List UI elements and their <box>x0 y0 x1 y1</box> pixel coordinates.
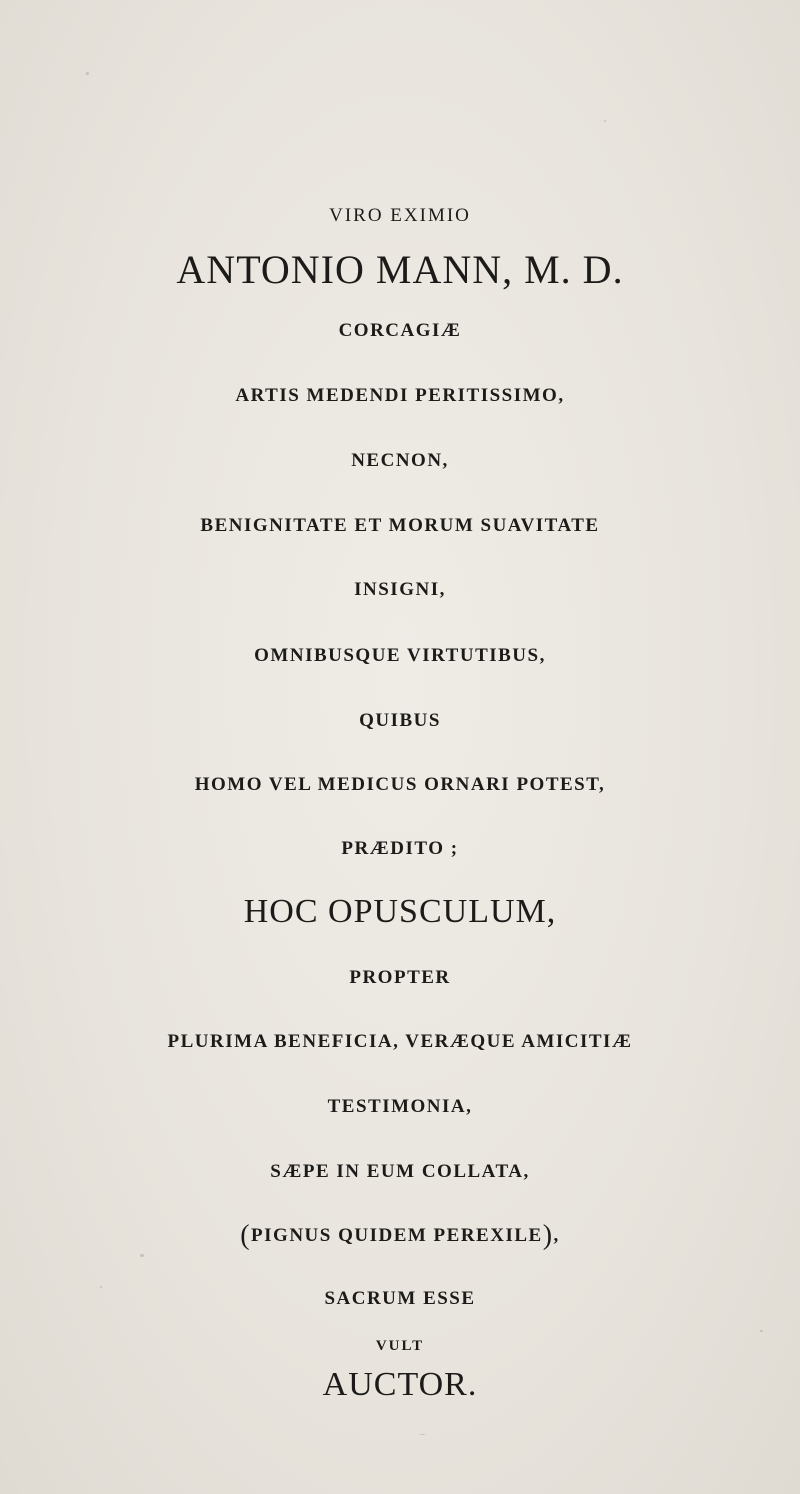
dedication-line-corcagiae: CORCAGIÆ <box>338 320 462 341</box>
paper-speck <box>140 1254 144 1257</box>
paper-speck <box>100 1286 102 1288</box>
dedication-line-praedito: PRÆDITO ; <box>341 838 459 859</box>
dedication-line-opusculum: HOC OPUSCULUM, <box>243 893 557 930</box>
dedication-line-necnon: NECNON, <box>351 450 449 471</box>
dedication-line-auctor: AUCTOR. <box>322 1366 478 1403</box>
paper-speck <box>604 120 606 122</box>
pignus-text: PIGNUS QUIDEM PEREXILE <box>251 1225 543 1246</box>
close-parenthesis: ) <box>542 1220 554 1251</box>
pignus-comma: , <box>553 1225 560 1246</box>
dedication-line-pignus <box>0 1222 800 1250</box>
dedication-line-viro-eximio: VIRO EXIMIO <box>329 205 471 226</box>
paper-speck <box>420 1434 425 1435</box>
dedication-line-insigni: INSIGNI, <box>354 579 446 600</box>
dedication-line-propter: PROPTER <box>349 967 451 988</box>
dedication-name-heading: ANTONIO MANN, M. D. <box>176 247 624 292</box>
paper-speck <box>760 1330 763 1332</box>
dedication-line-homo: HOMO VEL MEDICUS ORNARI POTEST, <box>194 774 606 795</box>
dedication-line-artis: ARTIS MEDENDI PERITISSIMO, <box>235 385 565 406</box>
paper-speck <box>86 72 89 75</box>
dedication-line-vult: VULT <box>375 1338 425 1354</box>
dedication-line-benignitate: BENIGNITATE ET MORUM SUAVITATE <box>200 515 600 536</box>
dedication-line-quibus: QUIBUS <box>359 710 441 731</box>
dedication-line-saepe: SÆPE IN EUM COLLATA, <box>270 1161 530 1182</box>
dedication-line-omnibusque: OMNIBUSQUE VIRTUTIBUS, <box>254 645 546 666</box>
dedication-line-sacrum: SACRUM ESSE <box>324 1288 476 1309</box>
dedication-line-plurima: PLURIMA BENEFICIA, VERÆQUE AMICITIÆ <box>167 1031 633 1052</box>
dedication-line-testimonia: TESTIMONIA, <box>327 1096 473 1117</box>
open-parenthesis: ( <box>240 1220 252 1251</box>
